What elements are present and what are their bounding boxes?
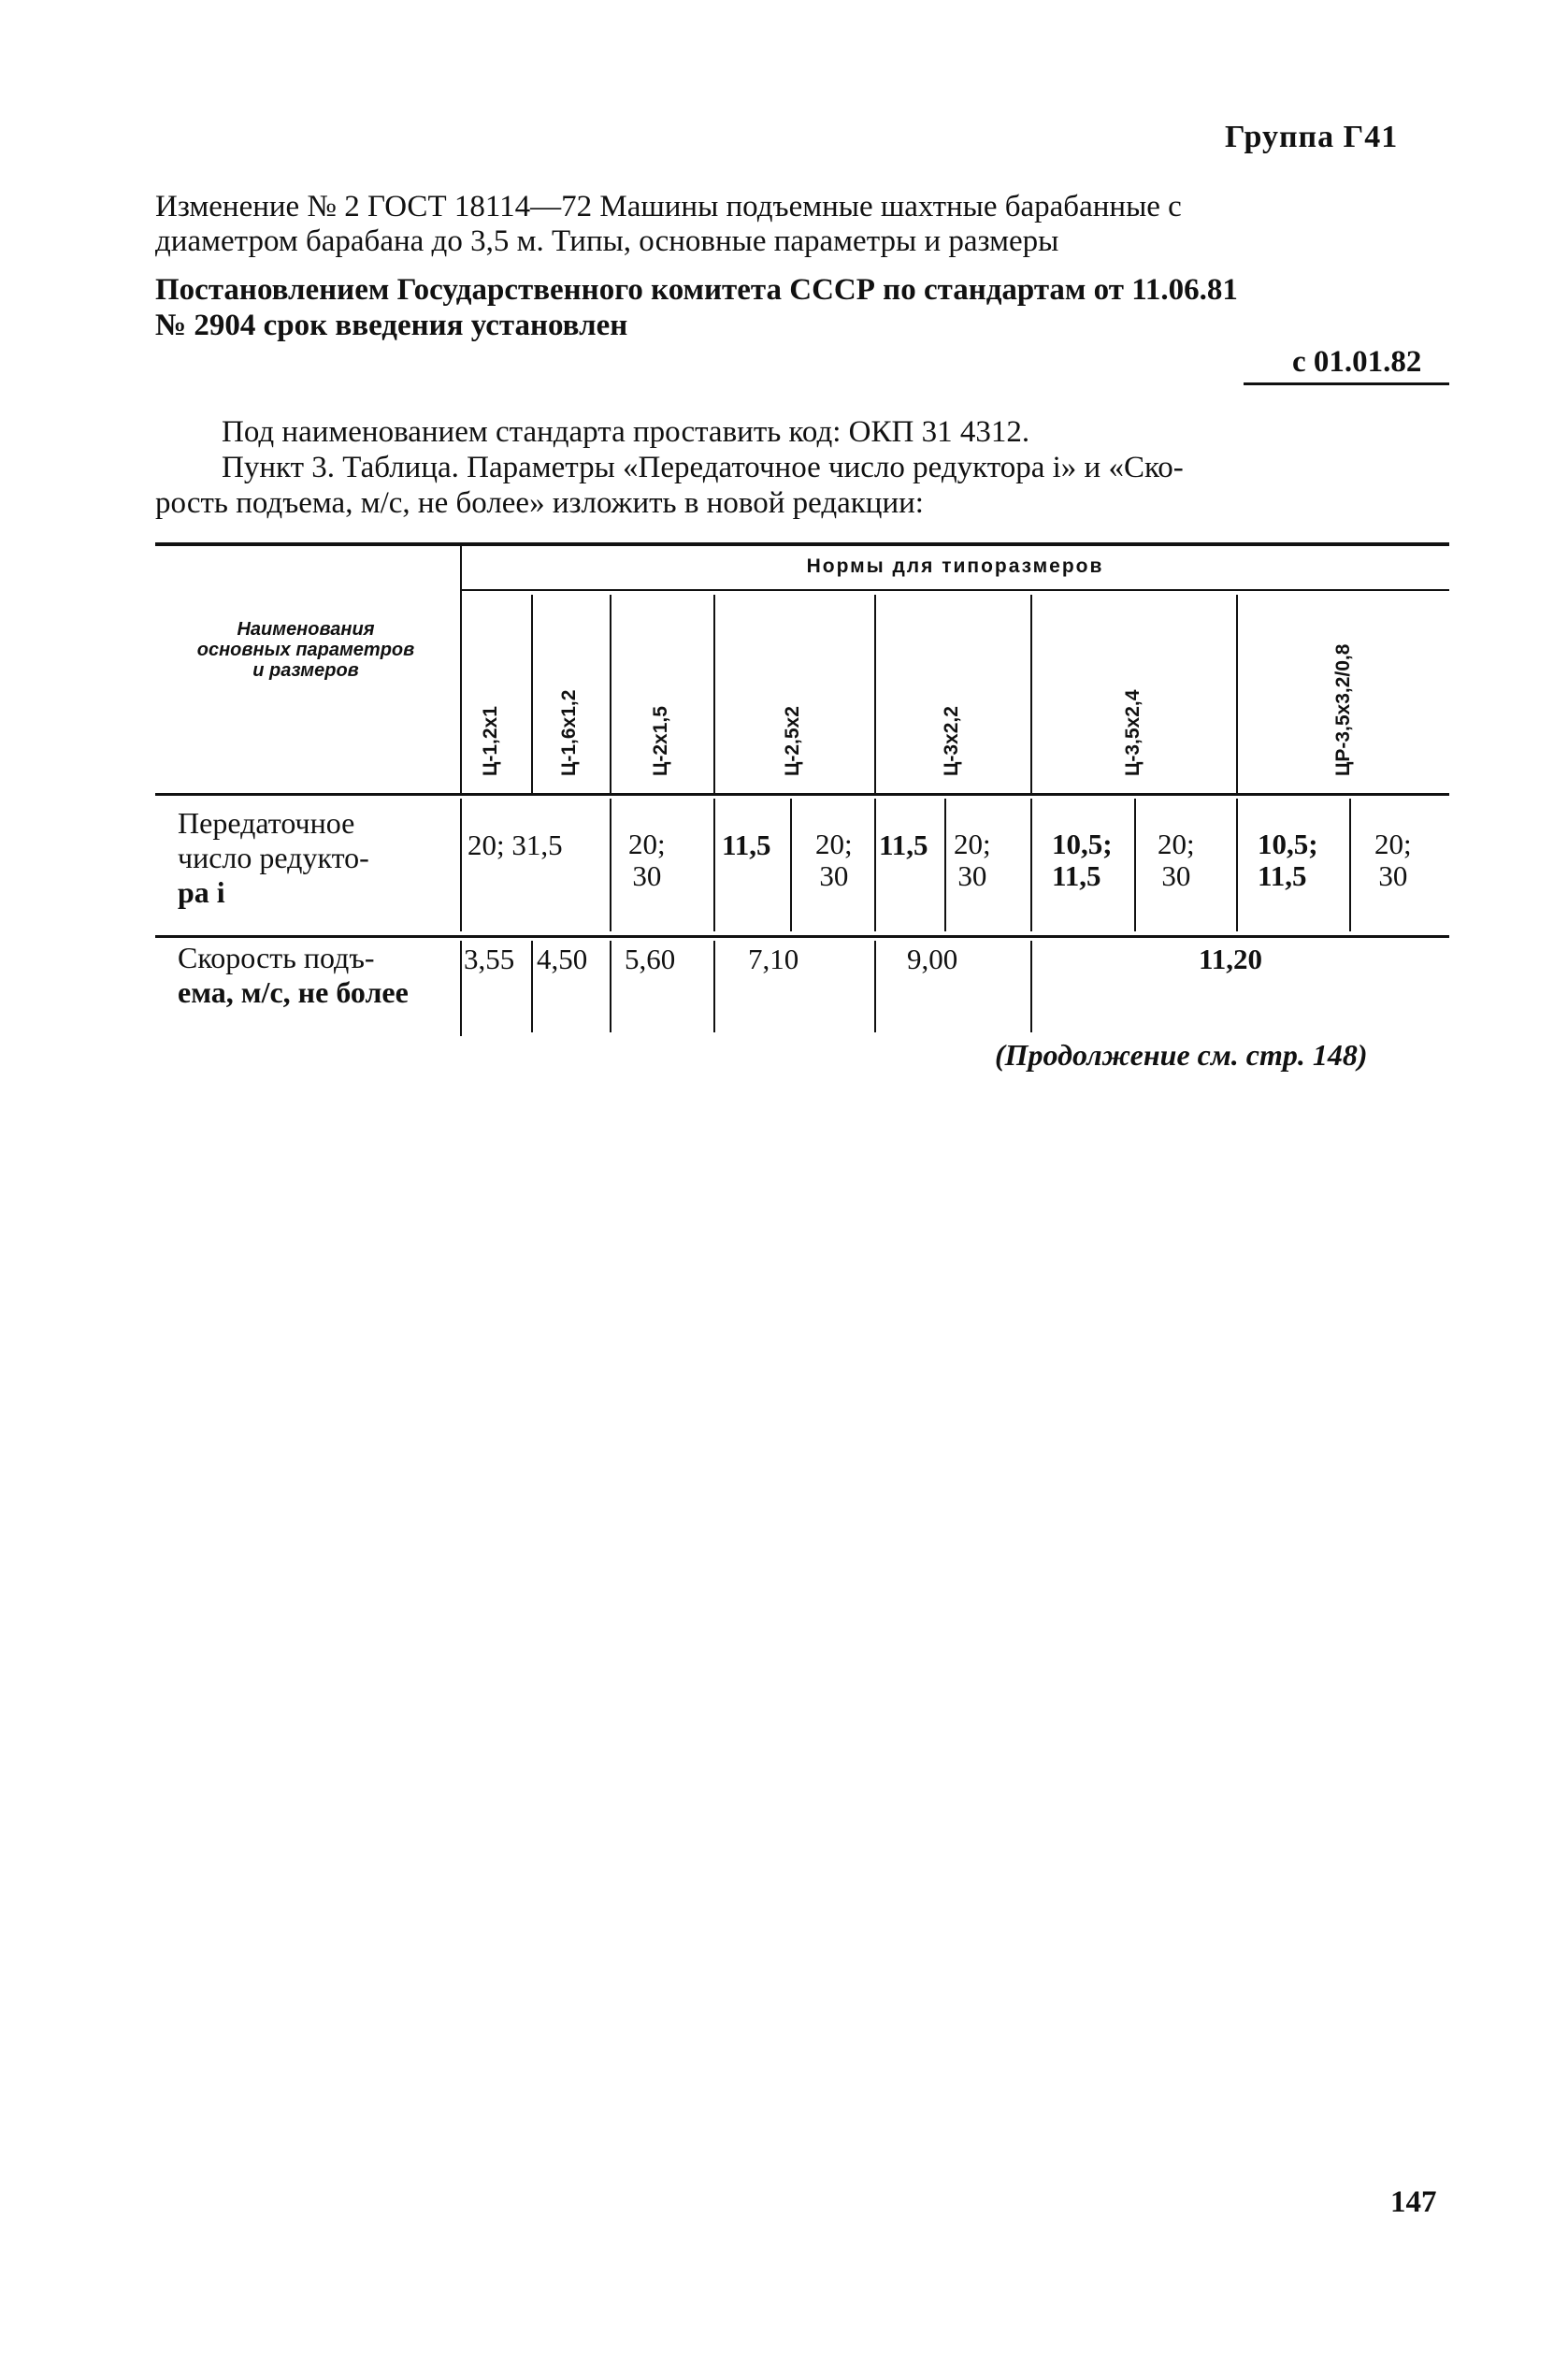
value-line: 11,5 <box>1258 859 1307 892</box>
type-header: Ц-2х1,5 <box>650 706 671 776</box>
value-line: 11,5 <box>1052 859 1101 892</box>
header-vline <box>1030 595 1032 793</box>
paragraph-item3-line-1: Пункт 3. Таблица. Параметры «Передаточное число редуктора i» и «Ско- <box>222 451 1184 484</box>
group-header-rule <box>461 589 1449 591</box>
row1-vline <box>713 799 715 931</box>
header-vline <box>610 595 611 793</box>
gear-ratio-value: 11,5 <box>879 829 928 861</box>
type-header: Ц-1,2х1 <box>480 706 501 776</box>
row-label-line: ра i <box>178 875 225 909</box>
paragraph-okp: Под наименованием стандарта проставить код: ОКП 31 4312. <box>222 415 1030 449</box>
value-line: 20; <box>815 828 853 860</box>
header-vline <box>531 595 533 793</box>
row1-vline <box>1030 799 1032 931</box>
header-vline <box>1236 595 1238 793</box>
title-line-1: Изменение № 2 ГОСТ 18114—72 Машины подъемные шахтные барабанные с <box>155 190 1182 223</box>
decree-date: с 01.01.82 <box>1292 345 1422 379</box>
type-header: Ц-3х2,2 <box>941 706 962 776</box>
row2-vline <box>1030 941 1032 1032</box>
value-line: 10,5; <box>1052 828 1113 860</box>
row1-vline <box>874 799 876 931</box>
hoist-speed-value: 4,50 <box>537 943 588 975</box>
row-label-line: Скорость подъ- <box>178 941 375 974</box>
type-header: Ц-3,5х2,4 <box>1122 689 1144 776</box>
value-line: 30 <box>1378 859 1408 892</box>
row2-vline <box>713 941 715 1032</box>
param-column-header <box>155 619 456 681</box>
gear-ratio-value: 20; 31,5 <box>468 829 563 861</box>
hoist-speed-value: 5,60 <box>625 943 676 975</box>
row-divider-rule <box>155 935 1449 938</box>
gear-ratio-value <box>1258 829 1318 892</box>
row2-vline <box>610 941 611 1032</box>
gear-ratio-value: 11,5 <box>722 829 771 861</box>
value-line: 20; <box>954 828 991 860</box>
gear-ratio-value <box>815 829 853 892</box>
value-line: 20; <box>1158 828 1195 860</box>
group-header: Нормы для типоразмеров <box>806 555 1104 577</box>
decree-line-2: № 2904 срок введения установлен <box>155 309 628 342</box>
row2-vline <box>460 941 462 1036</box>
row-label-line: число редукто- <box>178 841 369 874</box>
value-line: 20; <box>1374 828 1412 860</box>
gear-ratio-value <box>1052 829 1113 892</box>
decree-line-1: Постановлением Государственного комитета СССР по стандартам от 11.06.81 <box>155 273 1238 307</box>
header-vline <box>874 595 876 793</box>
hoist-speed-value: 3,55 <box>464 943 515 975</box>
row1-vline <box>790 799 792 931</box>
gear-ratio-value <box>1158 829 1195 892</box>
value-line: 20; <box>628 828 666 860</box>
row1-vline <box>944 799 946 931</box>
row-label-line: ема, м/с, не более <box>178 975 409 1009</box>
row1-vline <box>460 799 462 931</box>
header-vline <box>460 546 462 793</box>
date-underline <box>1244 382 1449 385</box>
continuation-note: (Продолжение см. стр. 148) <box>995 1038 1368 1072</box>
header-bottom-rule <box>155 793 1449 796</box>
value-line: 30 <box>957 859 987 892</box>
value-line: 10,5; <box>1258 828 1318 860</box>
value-line: 30 <box>819 859 849 892</box>
row1-vline <box>1134 799 1136 931</box>
group-label: Группа Г41 <box>1225 120 1399 154</box>
row-label-gear-ratio <box>178 806 369 910</box>
value-line: 30 <box>1161 859 1191 892</box>
value-line: 30 <box>632 859 662 892</box>
hoist-speed-value: 9,00 <box>907 943 958 975</box>
header-vline <box>713 595 715 793</box>
param-header-line: Наименования <box>237 619 375 640</box>
gear-ratio-value <box>1374 829 1412 892</box>
title-line-2: диаметром барабана до 3,5 м. Типы, основные параметры и размеры <box>155 224 1059 258</box>
row1-vline <box>1349 799 1351 931</box>
hoist-speed-value: 7,10 <box>748 943 799 975</box>
type-header: Ц-1,6х1,2 <box>558 689 580 776</box>
row1-vline <box>1236 799 1238 931</box>
row2-vline <box>874 941 876 1032</box>
table-top-rule <box>155 542 1449 546</box>
paragraph-item3-line-2: рость подъема, м/с, не более» изложить в новой редакции: <box>155 486 924 520</box>
row-label-line: Передаточное <box>178 806 355 840</box>
row-label-hoist-speed <box>178 941 409 1010</box>
row2-vline <box>531 941 533 1032</box>
type-header: ЦР-3,5х3,2/0,8 <box>1332 643 1354 776</box>
param-header-line: и размеров <box>252 660 359 681</box>
row1-vline <box>610 799 611 931</box>
type-header: Ц-2,5х2 <box>782 706 803 776</box>
gear-ratio-value <box>954 829 991 892</box>
gear-ratio-value <box>628 829 666 892</box>
hoist-speed-value: 11,20 <box>1199 943 1263 975</box>
page-number: 147 <box>1390 2185 1437 2219</box>
param-header-line: основных параметров <box>196 640 415 660</box>
